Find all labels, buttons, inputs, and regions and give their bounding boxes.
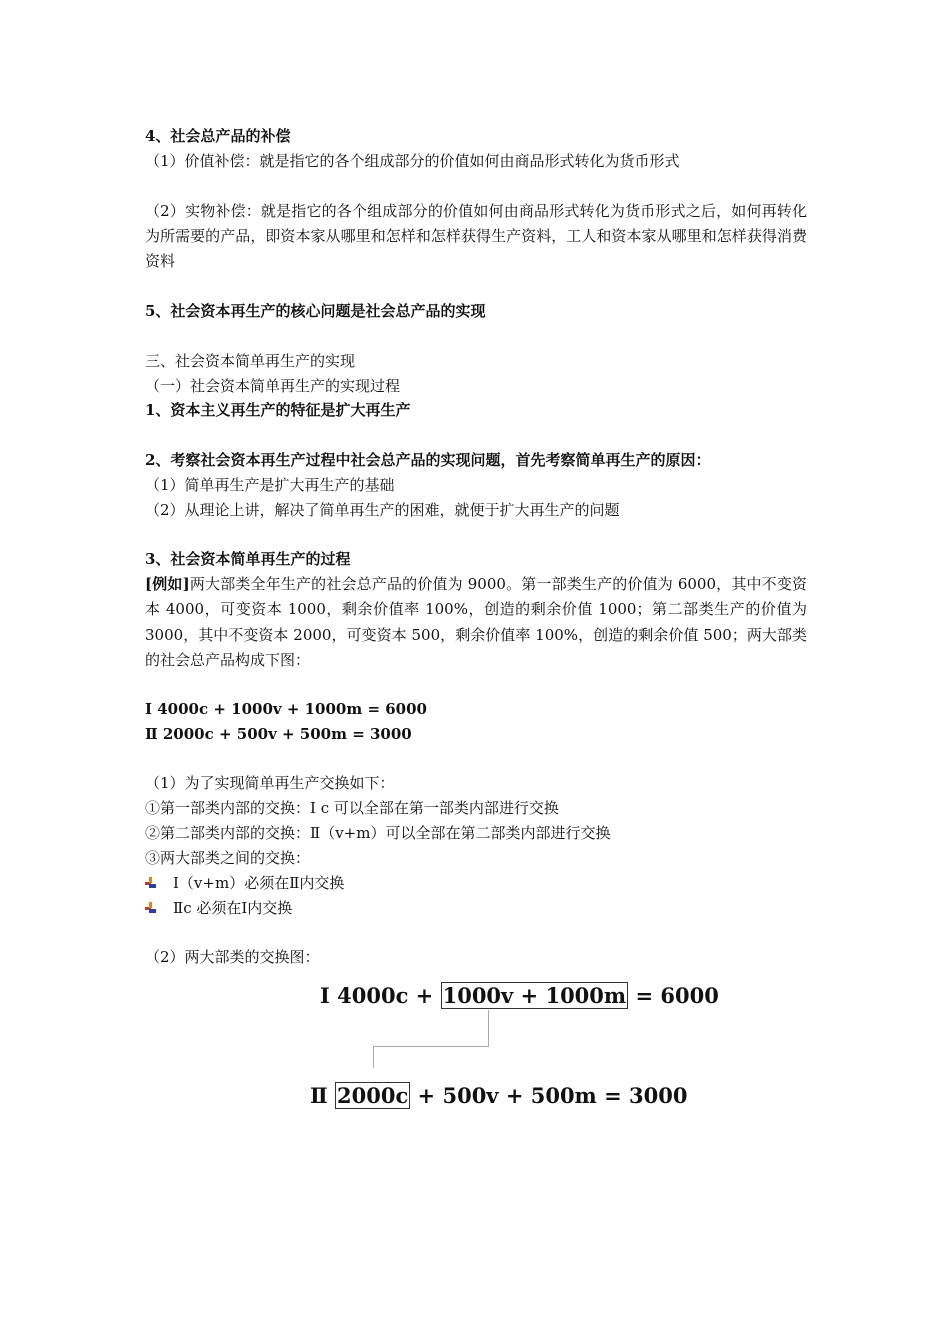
diagram-row-2-prefix: Ⅱ [310,1083,336,1108]
part-3-title: 三、社会资本简单再生产的实现 [145,352,356,370]
diagram-caption: （2）两大部类的交换图： [145,948,320,966]
diagram-row-dept-2 [310,1083,687,1109]
diagram-row-1-suffix: = 6000 [628,983,719,1008]
item-3-heading: 3、社会资本简单再生产的过程 [145,550,351,568]
bullet-icon [145,902,157,914]
bullet-item [145,898,292,918]
item-2-heading: 2、考察社会资本再生产过程中社会总产品的实现问题，首先考察简单再生产的原因： [145,451,711,469]
exchange-step-1: ①第一部类内部的交换：Ⅰ c 可以全部在第一部类内部进行交换 [145,799,559,817]
example-text: 两大部类全年生产的社会总产品的价值为 9000。第一部类生产的价值为 6000，其中不变资本 4000，可变资本 1000，剩余价值率 100%，创造的剩余价值 1000；第二部类生产的价值为 3000，其中不变资本 2000，可变资本 500，剩余价值率 100%，创造的剩余价值 500；两大部类的社会总产品构成下图： [145,575,808,669]
part-3-subtitle: （一）社会资本简单再生产的实现过程 [145,377,401,395]
example-tag: [例如] [145,575,190,593]
diagram-row-1-boxed-term: 1000v + 1000m [442,983,627,1008]
bullet-item [145,873,344,893]
material-compensation-text: （2）实物补偿：就是指它的各个组成部分的价值如何由商品形式转化为货币形式之后，如何再转化为所需要的产品，即资本家从哪里和怎样和怎样获得生产资料，工人和资本家从哪里和怎样获得消费资料 [145,202,807,270]
connector-line-down-2 [373,1046,374,1068]
value-compensation-text: （1）价值补偿：就是指它的各个组成部分的价值如何由商品形式转化为货币形式 [145,152,680,170]
exchange-step-2: ②第二部类内部的交换：Ⅱ（v+m）可以全部在第二部类内部进行交换 [145,824,611,842]
diagram-row-1-prefix: Ⅰ 4000c + [320,983,441,1008]
equation-dept-1: Ⅰ 4000c + 1000v + 1000m = 6000 [145,700,427,718]
connector-line-down [488,1010,489,1046]
diagram-row-dept-1 [320,983,719,1009]
diagram-row-2-boxed-term: 2000c [337,1083,409,1108]
example-paragraph [145,572,807,673]
item-2-point-2: （2）从理论上讲，解决了简单再生产的困难，就便于扩大再生产的问题 [145,501,620,519]
item-2-point-1: （1）简单再生产是扩大再生产的基础 [145,476,395,494]
bullet-text: Ⅰ（v+m）必须在Ⅱ内交换 [173,874,345,892]
section-4-heading: 4、社会总产品的补偿 [145,127,291,145]
equation-dept-2: Ⅱ 2000c + 500v + 500m = 3000 [145,725,412,743]
bullet-text: Ⅱc 必须在Ⅰ内交换 [173,899,293,917]
bullet-icon [145,877,157,889]
item-1-heading: 1、资本主义再生产的特征是扩大再生产 [145,401,411,419]
exchange-intro: （1）为了实现简单再生产交换如下： [145,774,395,792]
exchange-step-3: ③两大部类之间的交换： [145,849,311,867]
section-5-heading: 5、社会资本再生产的核心问题是社会总产品的实现 [145,302,486,320]
diagram-row-2-suffix: + 500v + 500m = 3000 [410,1083,688,1108]
connector-line-across [373,1046,489,1047]
